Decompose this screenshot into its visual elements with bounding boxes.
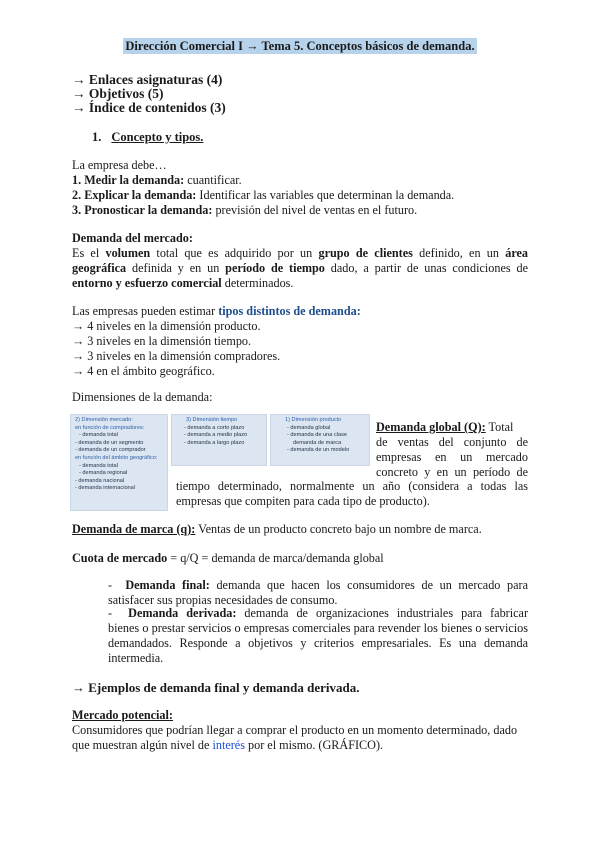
section-heading: 1. Concepto y tipos.: [92, 130, 204, 144]
tipos-item: → 4 en el ámbito geográfico.: [72, 364, 215, 378]
link-objetivos[interactable]: → Objetivos (5): [72, 86, 164, 101]
global-block-right: Demanda global (Q): Total de ventas del conjunto de empresas en un mercado concreto y en un período de: [376, 420, 528, 479]
interes-link[interactable]: interés: [212, 738, 245, 752]
mercado-paragraph: Es el volumen total que es adquirido por un grupo de clientes definido, en un área geográfica definida y en un período de tiempo dado, a partir de unas condiciones de entorno y esfuerzo comercial determinados.: [72, 246, 529, 290]
derivada-definition: - Demanda derivada: demanda de organizaciones industriales para fabricar bienes o prestar servicios o empresas comerciales para revender los bienes o servicios demandados. Responde a objetivos y criterios empresariales. Es una demanda intermedia.: [108, 606, 529, 665]
tipos-item: → 3 niveles en la dimensión tiempo.: [72, 334, 252, 348]
tipos-item: → 3 niveles en la dimensión compradores.: [72, 349, 281, 363]
tipos-item: → 4 niveles en la dimensión producto.: [72, 319, 261, 333]
mercado-heading: Demanda del mercado:: [72, 231, 193, 245]
diagram-dimension-tiempo: 3) Dimensión tiempo - demanda a corto plazo - demanda a medio plazo - demanda a largo plazo: [171, 414, 267, 466]
step-1: 1. Medir la demanda: cuantificar.: [72, 173, 242, 187]
step-3: 3. Pronosticar la demanda: previsión del nivel de ventas en el futuro.: [72, 203, 418, 217]
page-title: Dirección Comercial I → Tema 5. Conceptos básicos de demanda.: [125, 39, 475, 53]
step-2: 2. Explicar la demanda: Identificar las variables que determinan la demanda.: [72, 188, 455, 202]
diagram-dimension-producto: 1) Dimensión producto - demanda global - demanda de una clase demanda de marca - demanda de un modelo: [270, 414, 370, 466]
marca-definition: Demanda de marca (q): Ventas de un producto concreto bajo un nombre de marca.: [72, 522, 482, 536]
final-definition: - Demanda final: demanda que hacen los consumidores de un mercado para satisfacer sus propias necesidades de consumo.: [108, 578, 528, 607]
link-ejemplos[interactable]: → Ejemplos de demanda final y demanda derivada.: [72, 680, 360, 695]
cuota-definition: Cuota de mercado = q/Q = demanda de marca/demanda global: [72, 551, 384, 565]
global-block-bottom: tiempo determinado, normalmente un año (considera a todas las empresas que compiten para cada tipo de producto).: [176, 479, 528, 508]
intro-text: La empresa debe…: [72, 158, 167, 172]
dimensiones-label: Dimensiones de la demanda:: [72, 390, 213, 404]
potencial-text: Consumidores que podrían llegar a comprar el producto en un momento determinado, dado que muestran algún nivel de interés por el mismo. (GRÁFICO).: [72, 723, 518, 752]
link-enlaces-asignaturas[interactable]: → Enlaces asignaturas (4): [72, 72, 223, 87]
potencial-heading: Mercado potencial:: [72, 708, 173, 722]
tipos-intro: Las empresas pueden estimar tipos distintos de demanda:: [72, 304, 361, 318]
diagram-dimension-mercado: 2) Dimensión mercado: en función de compradores: - demanda total - demanda de un segmento - demanda de un comprador en función del ámbito geográfico: - demanda total - demanda regional - demanda nacional - demanda internacional: [70, 414, 168, 511]
link-indice-contenidos[interactable]: → Índice de contenidos (3): [72, 100, 226, 115]
